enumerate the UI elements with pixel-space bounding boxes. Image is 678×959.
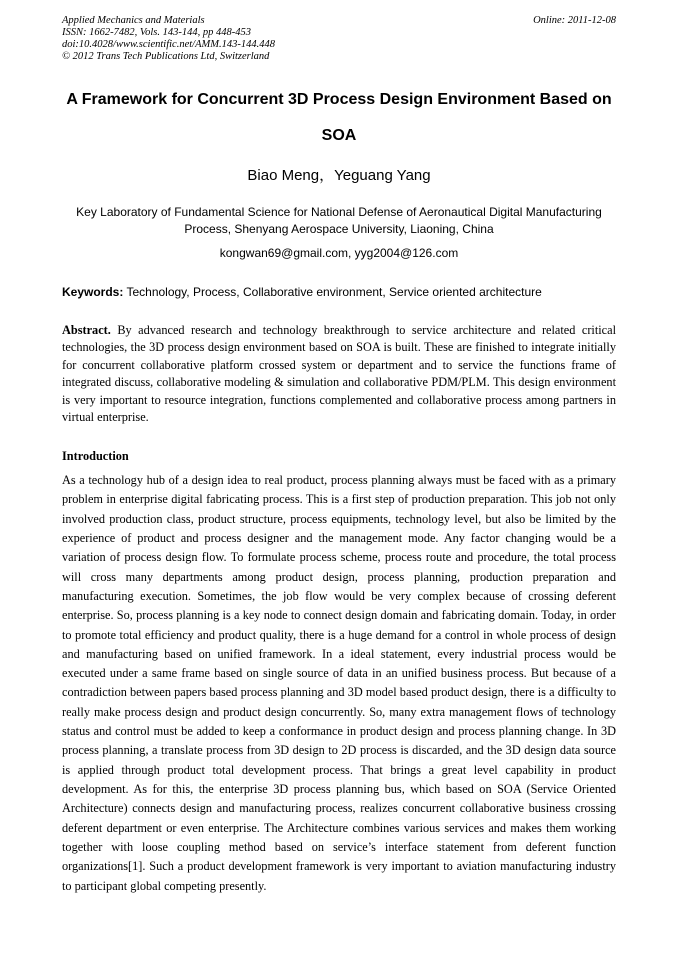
paper-title-line-1: A Framework for Concurrent 3D Process Design Environment Based on	[66, 91, 612, 108]
online-date: Online: 2011-12-08	[533, 15, 616, 26]
keywords	[62, 284, 616, 300]
abstract-text: By advanced research and technology breakthrough to service architecture and related critical technologies, the 3D process design environment based on SOA is built. These are finished to integrate initially for concurrent collaborative platform crossed system or department and to service the functions frame of integrated discuss, collaborative modeling & simulation and collaborative PDM/PLM. This design environment is very important to resource integration, functions complemented and collaborative process among partners in virtual enterprise.	[62, 323, 616, 425]
abstract-label: Abstract.	[62, 323, 111, 337]
issn-line: ISSN: 1662-7482, Vols. 143-144, pp 448-453	[62, 27, 251, 38]
copyright-line: © 2012 Trans Tech Publications Ltd, Switzerland	[62, 51, 270, 62]
author-emails: kongwan69@gmail.com, yyg2004@126.com	[219, 246, 459, 260]
introduction-body: As a technology hub of a design idea to real product, process planning always must be faced with as a primary problem in enterprise digital fabricating process. This is a first step of production preparation. This job not only involved production class, product structure, process equipments, technology level, but also be limited by the experience of product and process designer and the management mode. Any factor changing would be a variation of process design flow. To formulate process scheme, process route and procedure, the total process will cross many departments among product design, process planning, production preparation and manufacturing execution. Sometimes, the job flow would be very complex because of crossing deferent enterprise. So, process planning is a key node to connect design domain and fabricating domain. Today, in order to promote total efficiency and product quality, there is a huge demand for a control in whole process of design and manufacturing based on unified framework. In a ideal statement, every industrial process would be executed under a same frame based on single source of data in an unified business process. But because of a contradiction between papers based process planning and 3D model based product design, there is a difficulty to really make process design and product design concurrently. So, many extra management flows of technology status and control must be added to keep a conformance in product design and process planning change. In 3D process planning, a translate process from 3D design to 2D process is discarded, and the 3D design data source is applied through product total development process. That brings a great level capability in product development. As for this, the enterprise 3D process planning bus, which based on SOA (Service Oriented Architecture) connects design and manufacturing process, realizes concurrent collaborative business crossing deferent department or even enterprise. The Architecture combines various services and makes them working together with loose coupling method based on service’s interface statement from deferent function organizations[1]. Such a product development framework is very important to aviation manufacturing industry to participant global competing presently.	[62, 473, 616, 893]
affiliation-line-2: Process, Shenyang Aerospace University, Liaoning, China	[184, 222, 494, 236]
author-list: Biao Meng，Yeguang Yang	[247, 167, 431, 184]
paper-title-line-2: SOA	[321, 127, 357, 144]
abstract	[62, 322, 616, 426]
affiliation-line-1: Key Laboratory of Fundamental Science for National Defense of Aeronautical Digital Manufacturing	[76, 205, 602, 219]
journal-header	[62, 15, 616, 63]
doi-line: doi:10.4028/www.scientific.net/AMM.143-144.448	[62, 39, 275, 50]
journal-name: Applied Mechanics and Materials	[62, 15, 205, 26]
keywords-label: Keywords:	[62, 285, 124, 299]
keywords-text: Technology, Process, Collaborative environment, Service oriented architecture	[123, 285, 542, 299]
introduction-heading: Introduction	[62, 449, 129, 463]
